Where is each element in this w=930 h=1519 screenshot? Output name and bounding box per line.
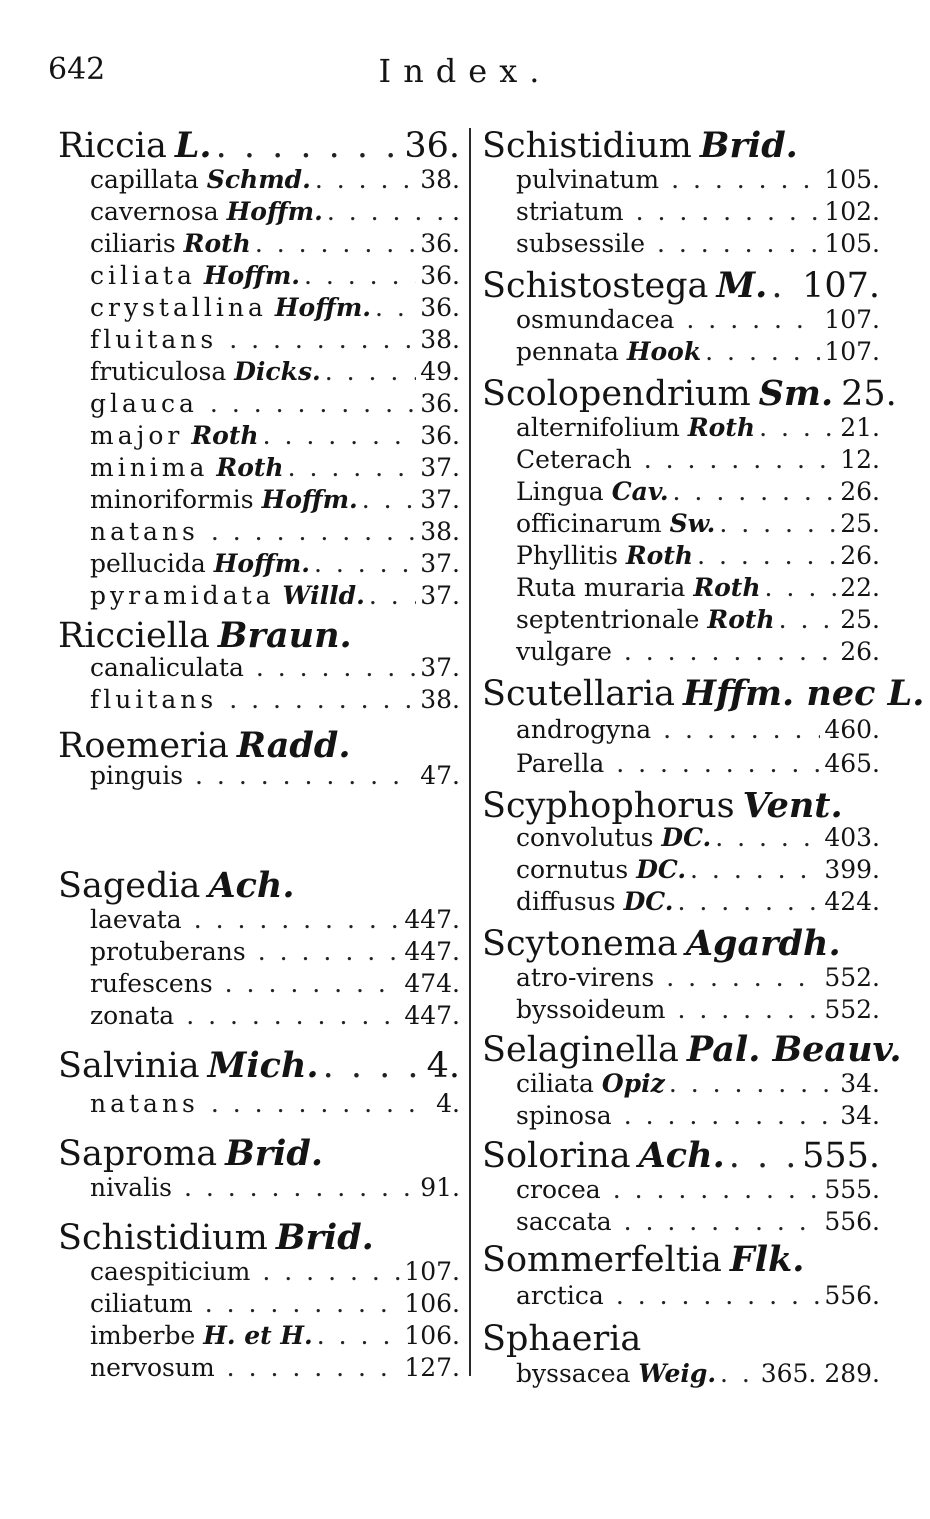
entry-page-number: 36.: [420, 293, 460, 322]
entry-author: Brid.: [699, 125, 798, 166]
entry-page-number: 127.: [404, 1353, 460, 1382]
dot-leader: [225, 969, 401, 998]
entry-author: Flk.: [729, 1239, 805, 1280]
genus-entry: [482, 373, 897, 414]
entry-author: Roth: [693, 573, 761, 602]
species-entry: [482, 749, 880, 789]
entry-name: arctica: [516, 1281, 604, 1310]
entry-author: DC.: [636, 855, 687, 884]
dot-leader: [227, 1353, 401, 1382]
genus-entry: [482, 125, 880, 165]
entry-author: Cav.: [611, 477, 669, 506]
dot-leader: [690, 855, 820, 884]
dot-leader: [616, 749, 820, 778]
genus-entry: [482, 265, 880, 305]
entry-author: Sm.: [758, 373, 834, 414]
genus-entry: [58, 1217, 460, 1257]
entry-page-number: 21.: [840, 413, 880, 442]
dot-leader: [759, 413, 836, 442]
entry-name: minima: [90, 453, 209, 482]
entry-page-number: 102.: [824, 197, 880, 226]
genus-entry: [482, 923, 880, 963]
dot-leader: [669, 1069, 836, 1098]
entry-name: Schistidium: [58, 1218, 268, 1258]
entry-author: Hoffm.: [274, 293, 371, 322]
dot-leader: [657, 229, 820, 258]
entry-name: pennata: [516, 337, 619, 366]
entry-author: Sw.: [669, 509, 716, 538]
entry-name: Schistidium: [482, 126, 692, 166]
dot-leader: [624, 1101, 837, 1130]
dot-leader: [686, 305, 820, 334]
entry-name: nervosum: [90, 1353, 215, 1382]
dot-leader: [194, 905, 401, 934]
genus-entry: [482, 785, 880, 825]
dot-leader: [715, 823, 820, 852]
dot-leader: [771, 266, 798, 306]
entry-page-number: 36.: [420, 261, 460, 290]
entry-name: Solorina: [482, 1136, 631, 1176]
dot-leader: [325, 357, 417, 386]
dot-leader: [624, 637, 836, 666]
dot-leader: [211, 1089, 432, 1118]
dot-leader: [314, 549, 416, 578]
entry-author: Hoffm.: [203, 261, 300, 290]
entry-name: Phyllitis: [516, 541, 618, 570]
entry-name: imberbe: [90, 1321, 196, 1350]
column-divider: [469, 128, 471, 1376]
species-entry: [482, 1359, 880, 1399]
entry-author: Mich.: [207, 1045, 319, 1086]
entry-page-number: 447.: [404, 937, 460, 966]
entry-author: Ach.: [208, 865, 295, 906]
entry-author: Dicks.: [234, 357, 321, 386]
entry-page-number: 556.: [824, 1207, 880, 1236]
entry-page-number: 38.: [420, 165, 460, 194]
entry-name: Saproma: [58, 1134, 218, 1174]
entry-name: atro-virens: [516, 963, 655, 992]
entry-page-number: 47.: [420, 761, 460, 790]
entry-page-number: 555.: [802, 1136, 880, 1176]
entry-name: crocea: [516, 1175, 601, 1204]
entry-page-number: 447.: [404, 905, 460, 934]
entry-name: Ricciella: [58, 616, 210, 656]
entry-author: Agardh.: [685, 923, 841, 964]
dot-leader: [671, 165, 820, 194]
entry-author: Roth: [216, 453, 284, 482]
dot-leader: [210, 389, 416, 418]
entry-name: septentrionale: [516, 605, 700, 634]
dot-leader: [255, 229, 416, 258]
entry-author: Hoffm.: [226, 197, 323, 226]
dot-leader: [317, 1321, 401, 1350]
entry-author: Hoffm.: [261, 485, 358, 514]
entry-page-number: 25.: [840, 509, 880, 538]
entry-name: Sagedia: [58, 866, 201, 906]
entry-page-number: 403.: [824, 823, 880, 852]
entry-author: M.: [716, 265, 768, 306]
entry-name: Salvinia: [58, 1046, 200, 1086]
entry-name: major: [90, 421, 184, 450]
dot-leader: [613, 1175, 821, 1204]
entry-page-number: 556.: [824, 1281, 880, 1310]
entry-page-number: 49.: [420, 357, 460, 386]
entry-author: L.: [174, 125, 212, 166]
entry-page-number: 465.: [824, 749, 880, 778]
dot-leader: [663, 715, 820, 744]
entry-page-number: 106.: [404, 1321, 460, 1350]
entry-page-number: 36.: [420, 421, 460, 450]
entry-name: fluitans: [90, 685, 218, 714]
entry-name: natans: [90, 517, 199, 546]
species-entry: [482, 337, 880, 377]
entry-author: Brid.: [275, 1217, 374, 1258]
entry-name: Sommerfeltia: [482, 1240, 722, 1280]
entry-page-number: 107.: [802, 266, 880, 306]
dot-leader: [677, 887, 820, 916]
entry-page-number: 34.: [840, 1069, 880, 1098]
dot-leader: [719, 509, 836, 538]
entry-name: ciliata: [516, 1069, 594, 1098]
dot-leader: [666, 963, 820, 992]
entry-name: Scyphophorus: [482, 786, 735, 826]
dot-leader: [729, 1136, 798, 1176]
entry-name: capillata: [90, 165, 199, 194]
genus-entry: [482, 1239, 880, 1279]
entry-name: Ceterach: [516, 445, 632, 474]
entry-name: Ruta muraria: [516, 573, 686, 602]
genus-entry: [482, 1029, 902, 1070]
entry-page-number: 106.: [404, 1289, 460, 1318]
dot-leader: [673, 477, 837, 506]
dot-leader: [323, 1046, 423, 1086]
entry-page-number: 555.: [824, 1175, 880, 1204]
entry-page-number: 38.: [420, 517, 460, 546]
entry-name: Sphaeria: [482, 1319, 642, 1359]
entry-name: pulvinatum: [516, 165, 660, 194]
entry-name: fluitans: [90, 325, 218, 354]
entry-author: Vent.: [742, 785, 843, 826]
entry-name: byssacea: [516, 1359, 631, 1388]
entry-page-number: 105.: [824, 165, 880, 194]
entry-page-number: 460.: [824, 715, 880, 744]
species-entry: [482, 1281, 880, 1321]
entry-page-number: 22.: [840, 573, 880, 602]
genus-entry: [58, 1133, 460, 1173]
entry-page-number: 36.: [420, 389, 460, 418]
species-entry: [58, 1173, 460, 1213]
dot-leader: [195, 761, 416, 790]
entry-name: Roemeria: [58, 726, 229, 766]
species-entry: [482, 887, 880, 927]
entry-author: Roth: [625, 541, 694, 570]
entry-author: Brid.: [225, 1133, 324, 1174]
entry-name: Scutellaria: [482, 674, 675, 714]
entry-author: Opiz: [601, 1069, 665, 1098]
page-number: 642: [48, 52, 106, 87]
dot-leader: [705, 337, 820, 366]
dot-leader: [211, 517, 416, 546]
entry-name: Scolopendrium: [482, 374, 751, 414]
dot-leader: [677, 995, 820, 1024]
genus-entry: [482, 1135, 880, 1175]
entry-name: protuberans: [90, 937, 246, 966]
entry-name: subsessile: [516, 229, 646, 258]
entry-author: Hoffm.: [213, 549, 310, 578]
entry-page-number: 107.: [404, 1257, 460, 1286]
entry-name: saccata: [516, 1207, 612, 1236]
species-entry: [482, 637, 880, 677]
dot-leader: [765, 573, 837, 602]
dot-leader: [256, 653, 416, 682]
dot-leader: [186, 1001, 400, 1030]
entry-page-number: 424.: [824, 887, 880, 916]
entry-name: Schistostega: [482, 266, 709, 306]
entry-name: ciliata: [90, 261, 196, 290]
entry-name: ciliatum: [90, 1289, 193, 1318]
entry-page-number: 12.: [840, 445, 880, 474]
dot-leader: [369, 581, 416, 610]
entry-page-number: 37.: [420, 653, 460, 682]
dot-leader: [229, 325, 416, 354]
entry-page-number: 37.: [420, 549, 460, 578]
genus-entry: [58, 125, 460, 165]
entry-name: striatum: [516, 197, 624, 226]
entry-page-number: 4.: [436, 1089, 460, 1118]
entry-name: androgyna: [516, 715, 652, 744]
entry-name: Lingua: [516, 477, 604, 506]
entry-name: vulgare: [516, 637, 612, 666]
entry-name: crystallina: [90, 293, 267, 322]
dot-leader: [304, 261, 416, 290]
entry-page-number: 37.: [420, 453, 460, 482]
entry-name: minoriformis: [90, 485, 254, 514]
dot-leader: [362, 485, 417, 514]
entry-page-number: 26.: [840, 477, 880, 506]
entry-name: caespiticium: [90, 1257, 251, 1286]
dot-leader: [636, 197, 821, 226]
genus-entry: [58, 725, 460, 765]
entry-author: Weig.: [638, 1359, 717, 1388]
entry-page-number: 37.: [420, 485, 460, 514]
species-entry: [58, 685, 460, 725]
dot-leader: [205, 1289, 401, 1318]
dot-leader: [184, 1173, 416, 1202]
species-entry: [58, 1089, 460, 1129]
dot-leader: [229, 685, 416, 714]
entry-author: Roth: [191, 421, 259, 450]
entry-page-number: 34.: [840, 1101, 880, 1130]
entry-name: canaliculata: [90, 653, 244, 682]
entry-author: DC.: [623, 887, 674, 916]
entry-page-number: 38.: [420, 325, 460, 354]
entry-name: cornutus: [516, 855, 629, 884]
dot-leader: [375, 293, 416, 322]
entry-page-number: 107.: [824, 305, 880, 334]
entry-name: fruticulosa: [90, 357, 227, 386]
entry-name: zonata: [90, 1001, 175, 1030]
species-entry: [58, 1001, 460, 1041]
entry-name: pinguis: [90, 761, 184, 790]
page-header: [0, 52, 930, 102]
entry-page-number: 399.: [824, 855, 880, 884]
entry-author: Radd.: [236, 725, 351, 766]
dot-leader: [644, 445, 837, 474]
entry-page-number: .: [452, 197, 460, 226]
dot-leader: [624, 1207, 821, 1236]
entry-page-number: 37.: [420, 581, 460, 610]
genus-entry: [482, 673, 925, 714]
entry-page-number: 26.: [840, 541, 880, 570]
entry-name: pyramidata: [90, 581, 275, 610]
entry-page-number: 4.: [426, 1046, 460, 1086]
entry-name: laevata: [90, 905, 182, 934]
species-entry: [482, 229, 880, 269]
entry-page-number: 36.: [420, 229, 460, 258]
entry-author: Hffm. nec L.: [682, 673, 925, 714]
entry-page-number: 365. 289.: [760, 1359, 880, 1388]
dot-leader: [262, 1257, 400, 1286]
entry-page-number: 552.: [824, 963, 880, 992]
entry-author: Roth: [707, 605, 775, 634]
running-title: Index.: [378, 52, 552, 90]
entry-author: Roth: [183, 229, 251, 258]
entry-author: Braun.: [217, 615, 352, 656]
dot-leader: [263, 421, 417, 450]
entry-page-number: 107.: [824, 337, 880, 366]
entry-name: rufescens: [90, 969, 213, 998]
entry-author: Ach.: [638, 1135, 725, 1176]
entry-page-number: 25.: [841, 374, 897, 414]
entry-page-number: 91.: [420, 1173, 460, 1202]
genus-entry: [58, 865, 460, 905]
entry-page-number: 26.: [840, 637, 880, 666]
entry-name: natans: [90, 1089, 199, 1118]
entry-author: Hook: [626, 337, 702, 366]
entry-author: Willd.: [282, 581, 365, 610]
entry-name: glauca: [90, 389, 198, 418]
entry-name: pellucida: [90, 549, 206, 578]
dot-leader: [616, 1281, 821, 1310]
entry-name: Scytonema: [482, 924, 678, 964]
dot-leader: [697, 541, 836, 570]
dot-leader: [315, 165, 416, 194]
entry-name: ciliaris: [90, 229, 176, 258]
entry-name: alternifolium: [516, 413, 680, 442]
entry-page-number: 447.: [404, 1001, 460, 1030]
entry-author: Pal. Beauv.: [686, 1029, 902, 1070]
dot-leader: [779, 605, 837, 634]
dot-leader: [327, 197, 448, 226]
entry-name: osmundacea: [516, 305, 675, 334]
entry-name: nivalis: [90, 1173, 172, 1202]
entry-page-number: 552.: [824, 995, 880, 1024]
species-entry: [58, 761, 460, 801]
entry-author: Schmd.: [206, 165, 311, 194]
genus-entry: [482, 1319, 880, 1359]
dot-leader: [288, 453, 417, 482]
entry-page-number: 25.: [840, 605, 880, 634]
entry-name: Parella: [516, 749, 605, 778]
entry-author: Roth: [687, 413, 756, 442]
entry-author: DC.: [661, 823, 712, 852]
entry-page-number: 474.: [404, 969, 460, 998]
entry-name: spinosa: [516, 1101, 612, 1130]
entry-page-number: 105.: [824, 229, 880, 258]
entry-author: H. et H.: [203, 1321, 313, 1350]
entry-page-number: 38.: [420, 685, 460, 714]
species-entry: [58, 1353, 460, 1393]
entry-page-number: 36.: [404, 126, 460, 166]
entry-name: Selaginella: [482, 1030, 679, 1070]
entry-name: convolutus: [516, 823, 654, 852]
dot-leader: [258, 937, 401, 966]
entry-name: Riccia: [58, 126, 167, 166]
dot-leader: [216, 126, 401, 166]
genus-entry: [58, 1045, 460, 1085]
dot-leader: [720, 1359, 757, 1388]
entry-name: byssoideum: [516, 995, 666, 1024]
genus-entry: [58, 615, 460, 655]
entry-name: officinarum: [516, 509, 662, 538]
entry-name: diffusus: [516, 887, 616, 916]
entry-name: cavernosa: [90, 197, 219, 226]
